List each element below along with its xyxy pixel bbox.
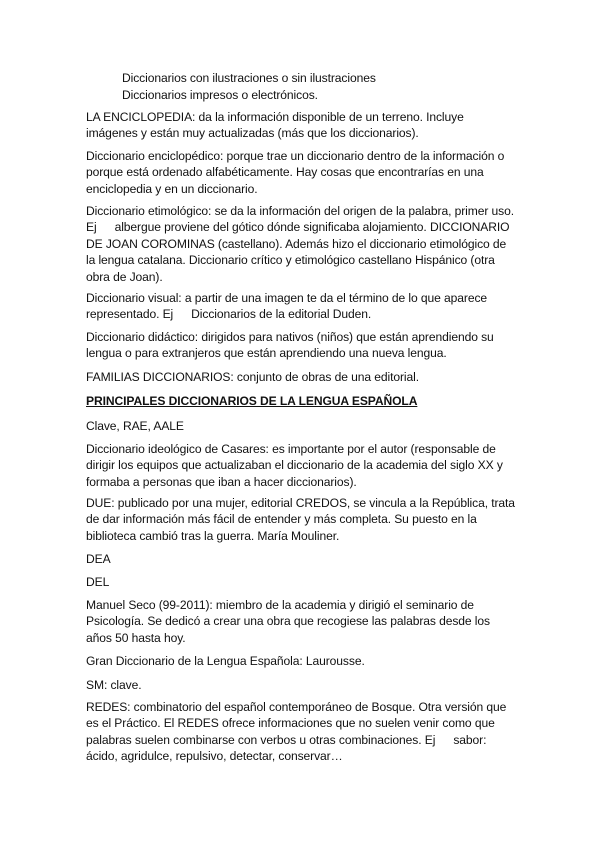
paragraph-dea: DEA bbox=[86, 552, 111, 566]
section-heading: PRINCIPALES DICCIONARIOS DE LA LENGUA ESPAÑOLA bbox=[86, 394, 418, 408]
paragraph-enciclopedico: Diccionario enciclopédico: porque trae un diccionario dentro de la información o porque está ordenado alfabéticamente. Hay cosas que encontrarías en una enciclopedia y en un diccionario. bbox=[86, 149, 505, 196]
list-item: Diccionarios impresos o electrónicos. bbox=[122, 88, 318, 102]
paragraph-clave: Clave, RAE, AALE bbox=[86, 419, 184, 433]
paragraph-sm: SM: clave. bbox=[86, 678, 142, 692]
paragraph-ideologico: Diccionario ideológico de Casares: es importante por el autor (responsable de dirigir los equipos que actualizaban el diccionario de la academia del siglo XX y formaba a personas que iban a hacer diccionarios). bbox=[86, 442, 503, 489]
paragraph-del: DEL bbox=[86, 575, 110, 589]
paragraph-didactico: Diccionario didáctico: dirigidos para nativos (niños) que están aprendiendo su lengua o para extranjeros que están aprendiendo una nueva lengua. bbox=[86, 330, 494, 361]
paragraph-gran: Gran Diccionario de la Lengua Española: Laurousse. bbox=[86, 654, 365, 668]
paragraph-redes-part-b: sabor: ácido, agridulce, repulsivo, detectar, conservar… bbox=[86, 732, 487, 764]
paragraph-etimologico-part-b: albergue proviene del gótico dónde significaba alojamiento. DICCIONARIO DE JOAN COROMINAS (castellano). Además hizo el diccionario etimológico de la lengua catalana. Diccionario crítico y etimológico castellano Hispánico (otra obra de Joan). bbox=[86, 220, 510, 284]
list-item: Diccionarios con ilustraciones o sin ilustraciones bbox=[122, 71, 376, 85]
paragraph-due: DUE: publicado por una mujer, editorial CREDOS, se vincula a la República, trata de dar información más fácil de entender y más completa. Su puesto en la biblioteca cambió tras la guerra. María Mouliner. bbox=[86, 496, 515, 543]
paragraph-visual bbox=[86, 290, 518, 323]
paragraph-familias: FAMILIAS DICCIONARIOS: conjunto de obras de una editorial. bbox=[86, 370, 419, 384]
paragraph-redes bbox=[86, 699, 518, 765]
paragraph-redes-part-a: REDES: combinatorio del español contemporáneo de Bosque. Otra versión que es el Práctico. El REDES ofrece informaciones que no suelen venir como que palabras suelen combinarse con verbos u otras combinaciones. Ej bbox=[86, 700, 507, 747]
paragraph-enciclopedia: LA ENCICLOPEDIA: da la información disponible de un terreno. Incluye imágenes y están muy actualizadas (más que los diccionarios). bbox=[86, 110, 464, 141]
paragraph-seco: Manuel Seco (99-2011): miembro de la academia y dirigió el seminario de Psicología. Se dedicó a crear una obra que recogiese las palabras desde los años 50 hasta hoy. bbox=[86, 598, 490, 645]
paragraph-visual-part-a: Diccionario visual: a partir de una imagen te da el término de lo que aparece representado. Ej bbox=[86, 291, 488, 322]
paragraph-etimologico-part-a: Diccionario etimológico: se da la información del origen de la palabra, primer uso. Ej bbox=[86, 204, 514, 235]
paragraph-visual-part-b: Diccionarios de la editorial Duden. bbox=[191, 307, 372, 322]
paragraph-etimologico bbox=[86, 203, 518, 285]
